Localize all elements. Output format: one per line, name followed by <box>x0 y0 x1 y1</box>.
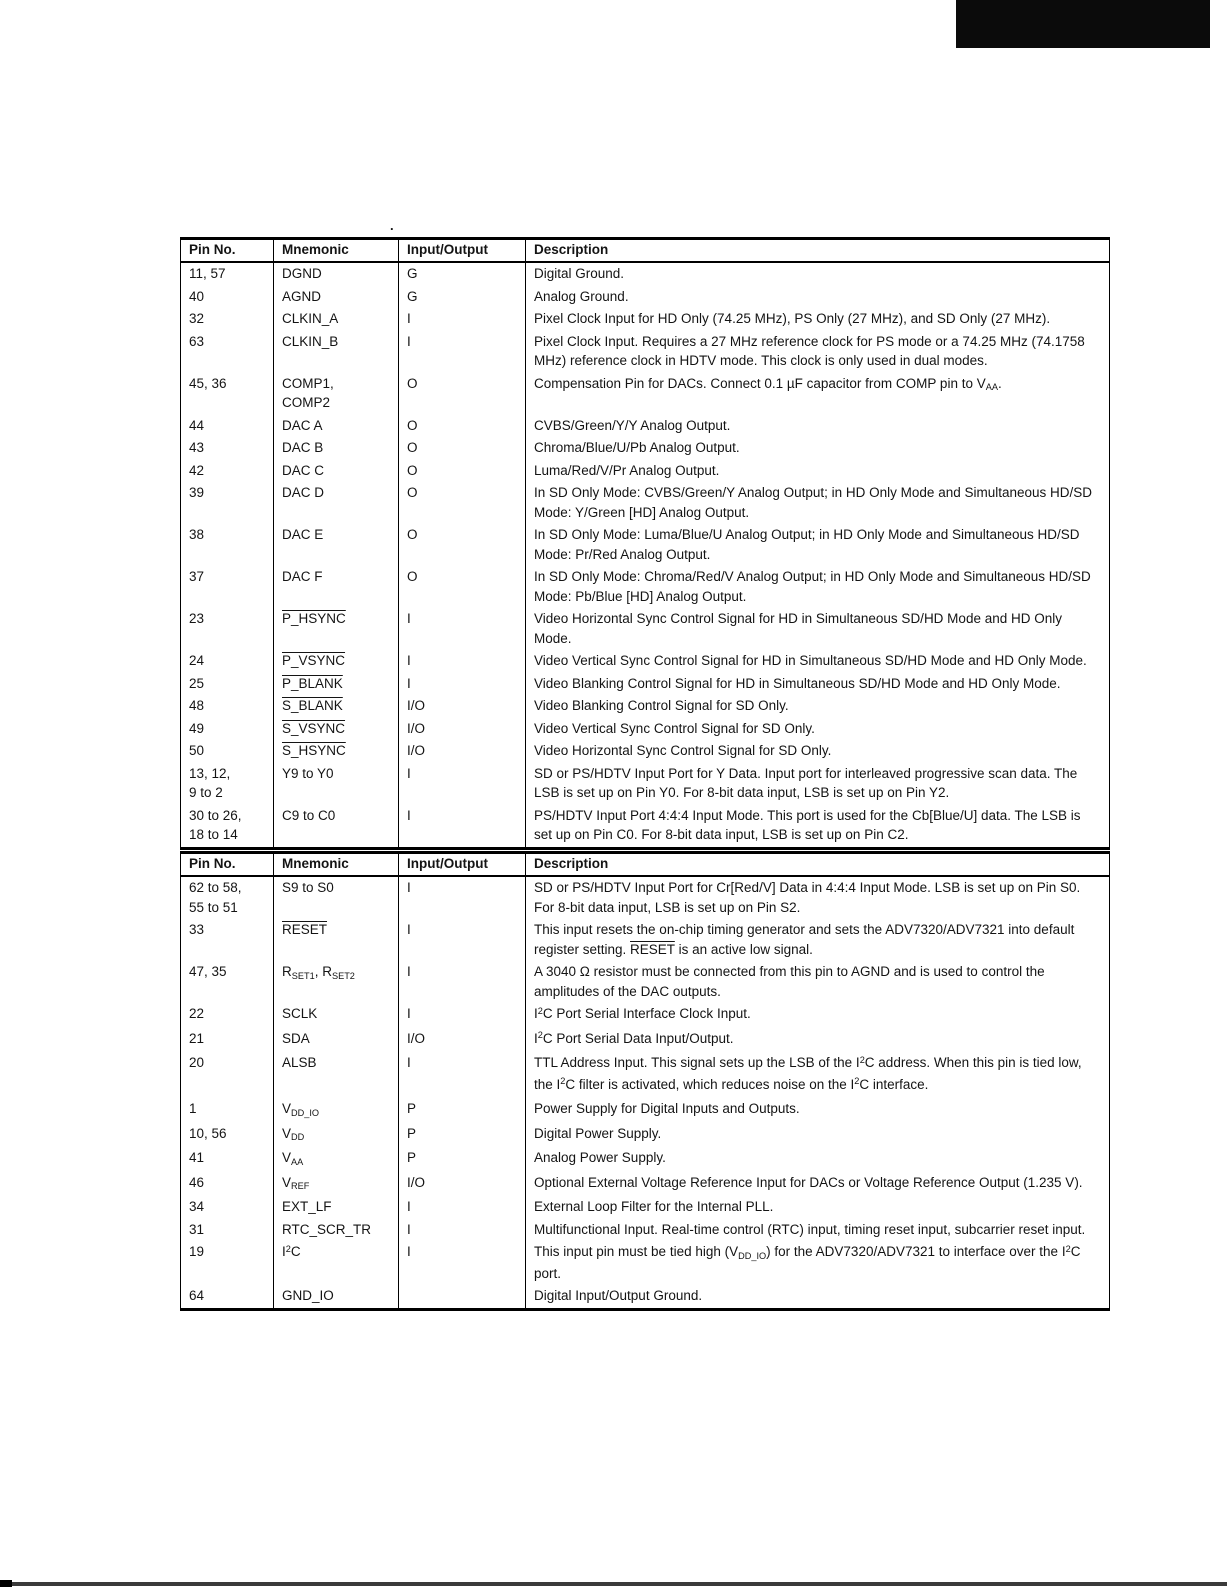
description-cell: Video Horizontal Sync Control Signal for HD in Simultaneous SD/HD Mode and HD Only Mode. <box>526 608 1110 650</box>
description-cell: Analog Power Supply. <box>526 1147 1110 1172</box>
pin-no-cell: 31 <box>181 1219 274 1242</box>
input-output-cell: I/O <box>399 718 526 741</box>
mnemonic-cell: SCLK <box>274 1003 399 1028</box>
input-output-cell: I <box>399 961 526 1003</box>
description-cell: Digital Input/Output Ground. <box>526 1285 1110 1309</box>
header-banner <box>956 0 1210 48</box>
input-output-cell <box>399 1285 526 1309</box>
mnemonic-cell: C9 to C0 <box>274 805 399 849</box>
description-cell: CVBS/Green/Y/Y Analog Output. <box>526 415 1110 438</box>
pin-no-cell: 44 <box>181 415 274 438</box>
description-cell: Video Blanking Control Signal for HD in Simultaneous SD/HD Mode and HD Only Mode. <box>526 673 1110 696</box>
table-row <box>181 1172 1110 1197</box>
mnemonic-cell: $V_{REF}$ <box>274 1172 399 1197</box>
mnemonic-cell: CLKIN_A <box>274 308 399 331</box>
pin-no-cell: 10, 56 <box>181 1123 274 1148</box>
table-row <box>181 1052 1110 1098</box>
description-cell: This input resets the on-chip timing generator and sets the ADV7320/ADV7321 into default register setting. RESET is an active low signal. <box>526 919 1110 961</box>
mnemonic-cell: DAC D <box>274 482 399 524</box>
table-row <box>181 1028 1110 1053</box>
mnemonic-cell: $I^2C$ <box>274 1241 399 1285</box>
table-row <box>181 1098 1110 1123</box>
description-cell: Video Vertical Sync Control Signal for HD in Simultaneous SD/HD Mode and HD Only Mode. <box>526 650 1110 673</box>
table-row <box>181 415 1110 438</box>
description-cell: Multifunctional Input. Real-time control (RTC) input, timing reset input, subcarrier reset input. <box>526 1219 1110 1242</box>
pin-no-cell: 42 <box>181 460 274 483</box>
mnemonic-cell: DAC B <box>274 437 399 460</box>
input-output-cell: I <box>399 1052 526 1098</box>
mnemonic-cell: S_BLANK <box>274 695 399 718</box>
table-row <box>181 482 1110 524</box>
pin-no-cell: 24 <box>181 650 274 673</box>
input-output-cell: I/O <box>399 1172 526 1197</box>
mnemonic-cell: $V_{DD}$ <box>274 1123 399 1148</box>
pin-no-cell: 45, 36 <box>181 373 274 415</box>
input-output-cell: O <box>399 524 526 566</box>
pin-no-cell: 43 <box>181 437 274 460</box>
mnemonic-cell: S_VSYNC <box>274 718 399 741</box>
pin-no-cell: 38 <box>181 524 274 566</box>
mnemonic-cell: DAC E <box>274 524 399 566</box>
table-row <box>181 1123 1110 1148</box>
pin-no-cell: 39 <box>181 482 274 524</box>
table-row <box>181 1003 1110 1028</box>
column-header: Pin No. <box>181 853 274 877</box>
input-output-cell: I <box>399 650 526 673</box>
table-row <box>181 460 1110 483</box>
table-row <box>181 608 1110 650</box>
mnemonic-cell: P_VSYNC <box>274 650 399 673</box>
input-output-cell: O <box>399 482 526 524</box>
mnemonic-cell: ALSB <box>274 1052 399 1098</box>
input-output-cell: I <box>399 608 526 650</box>
page-footer-rule <box>0 1582 1227 1586</box>
mnemonic-cell: RESET <box>274 919 399 961</box>
mnemonic-cell: COMP1, COMP2 <box>274 373 399 415</box>
table-row <box>181 695 1110 718</box>
input-output-cell: P <box>399 1147 526 1172</box>
table-row <box>181 805 1110 849</box>
table-row <box>181 437 1110 460</box>
pin-no-cell: 22 <box>181 1003 274 1028</box>
input-output-cell: I/O <box>399 740 526 763</box>
mnemonic-cell: $V_{AA}$ <box>274 1147 399 1172</box>
mnemonic-cell: $R_{SET1}$, $R_{SET2}$ <box>274 961 399 1003</box>
input-output-cell: I <box>399 331 526 373</box>
table-row <box>181 740 1110 763</box>
table-row <box>181 1196 1110 1219</box>
column-header: Input/Output <box>399 239 526 263</box>
table-caption-mark: . <box>390 218 394 233</box>
pin-function-table-2-grid <box>180 851 1110 1311</box>
description-cell: In SD Only Mode: CVBS/Green/Y Analog Output; in HD Only Mode and Simultaneous HD/SD Mode: Y/Green [HD] Analog Output. <box>526 482 1110 524</box>
pin-no-cell: 47, 35 <box>181 961 274 1003</box>
table-row <box>181 524 1110 566</box>
table-row <box>181 1147 1110 1172</box>
table-row <box>181 673 1110 696</box>
input-output-cell: I <box>399 308 526 331</box>
pin-no-cell: 50 <box>181 740 274 763</box>
input-output-cell: I/O <box>399 1028 526 1053</box>
pin-no-cell: 49 <box>181 718 274 741</box>
input-output-cell: I <box>399 805 526 849</box>
table-row <box>181 373 1110 415</box>
description-cell: SD or PS/HDTV Input Port for Cr[Red/V] Data in 4:4:4 Input Mode. LSB is set up on Pin S0. For 8-bit data input, LSB is set up on Pin S2. <box>526 876 1110 919</box>
description-cell: Video Horizontal Sync Control Signal for SD Only. <box>526 740 1110 763</box>
input-output-cell: I <box>399 919 526 961</box>
description-cell: $I^2C$ Port Serial Data Input/Output. <box>526 1028 1110 1053</box>
description-cell: Digital Ground. <box>526 262 1110 286</box>
input-output-cell: O <box>399 415 526 438</box>
mnemonic-cell: S_HSYNC <box>274 740 399 763</box>
table-row <box>181 961 1110 1003</box>
column-header: Mnemonic <box>274 853 399 877</box>
header-row <box>181 239 1110 263</box>
mnemonic-cell: CLKIN_B <box>274 331 399 373</box>
mnemonic-cell: DAC A <box>274 415 399 438</box>
input-output-cell: P <box>399 1123 526 1148</box>
description-cell: A 3040 Ω resistor must be connected from this pin to AGND and is used to control the amplitudes of the DAC outputs. <box>526 961 1110 1003</box>
table-row <box>181 1241 1110 1285</box>
column-header: Pin No. <box>181 239 274 263</box>
description-cell: Digital Power Supply. <box>526 1123 1110 1148</box>
mnemonic-cell: S9 to S0 <box>274 876 399 919</box>
description-cell: $I^2C$ Port Serial Interface Clock Input. <box>526 1003 1110 1028</box>
input-output-cell: I <box>399 1219 526 1242</box>
column-header: Description <box>526 239 1110 263</box>
input-output-cell: I <box>399 876 526 919</box>
description-cell: SD or PS/HDTV Input Port for Y Data. Input port for interleaved progressive scan data. The LSB is set up on Pin Y0. For 8-bit data input, LSB is set up on Pin Y2. <box>526 763 1110 805</box>
description-cell: Pixel Clock Input for HD Only (74.25 MHz), PS Only (27 MHz), and SD Only (27 MHz). <box>526 308 1110 331</box>
table-row <box>181 308 1110 331</box>
pin-no-cell: 37 <box>181 566 274 608</box>
mnemonic-cell: $V_{DD\_IO}$ <box>274 1098 399 1123</box>
table-row <box>181 1219 1110 1242</box>
pin-no-cell: 19 <box>181 1241 274 1285</box>
table-row <box>181 286 1110 309</box>
description-cell: Video Vertical Sync Control Signal for SD Only. <box>526 718 1110 741</box>
column-header: Input/Output <box>399 853 526 877</box>
input-output-cell: O <box>399 437 526 460</box>
mnemonic-cell: SDA <box>274 1028 399 1053</box>
description-cell: Video Blanking Control Signal for SD Only. <box>526 695 1110 718</box>
description-cell: TTL Address Input. This signal sets up the LSB of the $I^2C$ address. When this pin is tied low, the $I^2C$ filter is activated, which reduces noise on the $I^2C$ interface. <box>526 1052 1110 1098</box>
pin-no-cell: 63 <box>181 331 274 373</box>
header-row <box>181 853 1110 877</box>
input-output-cell: I <box>399 1196 526 1219</box>
description-cell: Pixel Clock Input. Requires a 27 MHz reference clock for PS mode or a 74.25 MHz (74.1758 MHz) reference clock in HDTV mode. This clock is only used in dual modes. <box>526 331 1110 373</box>
description-cell: This input pin must be tied high $(V_{DD\_IO})$ for the ADV7320/ADV7321 to interface over the $I^2C$ port. <box>526 1241 1110 1285</box>
pin-no-cell: 41 <box>181 1147 274 1172</box>
table-row <box>181 876 1110 919</box>
description-cell: Luma/Red/V/Pr Analog Output. <box>526 460 1110 483</box>
pin-no-cell: 48 <box>181 695 274 718</box>
pin-no-cell: 32 <box>181 308 274 331</box>
description-cell: External Loop Filter for the Internal PLL. <box>526 1196 1110 1219</box>
description-cell: Chroma/Blue/U/Pb Analog Output. <box>526 437 1110 460</box>
page-footer-corner-mark <box>0 1580 12 1587</box>
pin-no-cell: 20 <box>181 1052 274 1098</box>
pin-no-cell: 64 <box>181 1285 274 1309</box>
pin-no-cell: 11, 57 <box>181 262 274 286</box>
pin-no-cell: 40 <box>181 286 274 309</box>
mnemonic-cell: AGND <box>274 286 399 309</box>
description-cell: In SD Only Mode: Luma/Blue/U Analog Output; in HD Only Mode and Simultaneous HD/SD Mode: Pr/Red Analog Output. <box>526 524 1110 566</box>
table-row <box>181 331 1110 373</box>
column-header: Mnemonic <box>274 239 399 263</box>
column-header: Description <box>526 853 1110 877</box>
description-cell: PS/HDTV Input Port 4:4:4 Input Mode. This port is used for the Cb[Blue/U] data. The LSB is set up on Pin C0. For 8-bit data input, LSB is set up on Pin C2. <box>526 805 1110 849</box>
table-row <box>181 566 1110 608</box>
pin-function-table-1 <box>180 237 1110 850</box>
mnemonic-cell: P_HSYNC <box>274 608 399 650</box>
pin-function-table-2 <box>180 851 1110 1311</box>
pin-no-cell: 25 <box>181 673 274 696</box>
description-cell: Optional External Voltage Reference Input for DACs or Voltage Reference Output (1.235 V). <box>526 1172 1110 1197</box>
input-output-cell: G <box>399 286 526 309</box>
mnemonic-cell: EXT_LF <box>274 1196 399 1219</box>
description-cell: Analog Ground. <box>526 286 1110 309</box>
mnemonic-cell: DGND <box>274 262 399 286</box>
input-output-cell: O <box>399 566 526 608</box>
description-cell: In SD Only Mode: Chroma/Red/V Analog Output; in HD Only Mode and Simultaneous HD/SD Mode: Pb/Blue [HD] Analog Output. <box>526 566 1110 608</box>
description-cell: Power Supply for Digital Inputs and Outputs. <box>526 1098 1110 1123</box>
pin-no-cell: 23 <box>181 608 274 650</box>
pin-no-cell: 13, 12, 9 to 2 <box>181 763 274 805</box>
pin-no-cell: 30 to 26, 18 to 14 <box>181 805 274 849</box>
pin-no-cell: 62 to 58, 55 to 51 <box>181 876 274 919</box>
table-row <box>181 1285 1110 1309</box>
mnemonic-cell: GND_IO <box>274 1285 399 1309</box>
description-cell: Compensation Pin for DACs. Connect 0.1 µF capacitor from COMP pin to $V_{AA}$. <box>526 373 1110 415</box>
input-output-cell: O <box>399 373 526 415</box>
pin-no-cell: 46 <box>181 1172 274 1197</box>
input-output-cell: I/O <box>399 695 526 718</box>
table-row <box>181 650 1110 673</box>
mnemonic-cell: DAC C <box>274 460 399 483</box>
mnemonic-cell: P_BLANK <box>274 673 399 696</box>
input-output-cell: P <box>399 1098 526 1123</box>
pin-no-cell: 21 <box>181 1028 274 1053</box>
input-output-cell: I <box>399 1241 526 1285</box>
mnemonic-cell: RTC_SCR_TR <box>274 1219 399 1242</box>
table-row <box>181 919 1110 961</box>
mnemonic-cell: Y9 to Y0 <box>274 763 399 805</box>
pin-function-table-1-grid <box>180 237 1110 850</box>
input-output-cell: I <box>399 1003 526 1028</box>
input-output-cell: I <box>399 673 526 696</box>
pin-no-cell: 34 <box>181 1196 274 1219</box>
input-output-cell: O <box>399 460 526 483</box>
mnemonic-cell: DAC F <box>274 566 399 608</box>
table-row <box>181 718 1110 741</box>
table-row <box>181 262 1110 286</box>
input-output-cell: I <box>399 763 526 805</box>
table-row <box>181 763 1110 805</box>
pin-no-cell: 1 <box>181 1098 274 1123</box>
pin-no-cell: 33 <box>181 919 274 961</box>
input-output-cell: G <box>399 262 526 286</box>
